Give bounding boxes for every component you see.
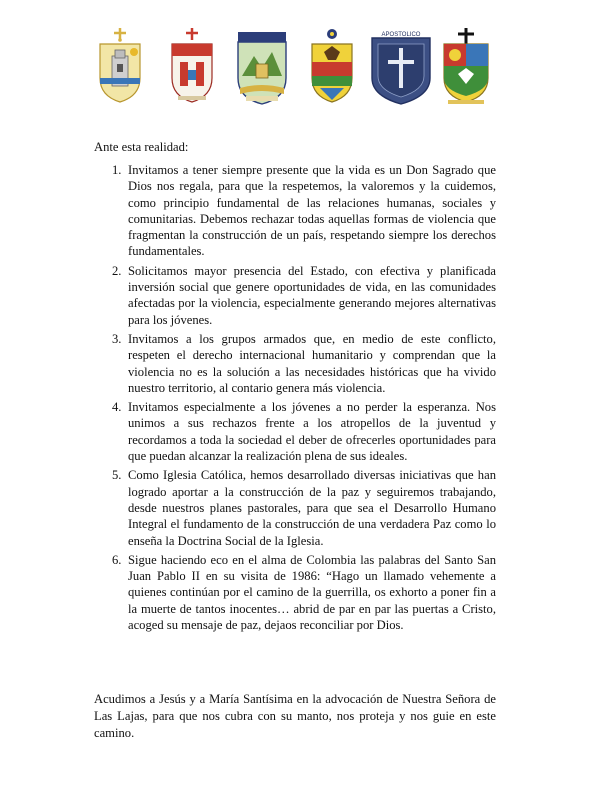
numbered-list [94, 162, 496, 636]
list-text: Solicitamos mayor presencia del Estado, con efectiva y planificada inversión social que genere oportunidades de vida, en las comunidades afectadas por la violencia, especialmente generando mejores alternativas para los jóvenes. [128, 263, 496, 327]
list-text: Invitamos a los grupos armados que, en medio de este conflicto, respeten el derecho internacional humanitario y comprendan que la violencia no es la solución a las necesidades históricas que ha vivido nuestro territorio, al contario genera más violencia. [128, 331, 496, 395]
list-item [94, 399, 496, 464]
list-text: Como Iglesia Católica, hemos desarrollado diversas iniciativas que han logrado aportar a la construcción de la paz y seguiremos trabajando, desde nuestros planes pastorales, para que sea el Desarrollo Humano Integral el fundamento de la construcción de una verdadera Paz como lo enseña la Doctrina Social de la Iglesia. [128, 468, 496, 548]
list-item [94, 162, 496, 260]
intro-text: Ante esta realidad: [94, 140, 189, 154]
list-number: 2. [112, 263, 122, 278]
list-text: Sigue haciendo eco en el alma de Colombia las palabras del Santo San Juan Pablo II en su visita de 1986: “Hago un llamado vehemente a quienes continúan por el camino de la guerrilla, os exhorto a poner fin a la muerte de tantos inocentes… abrid de par en par las puertas a Cristo, acoged su mensaje de paz, dejaos reconciliar por Dios. [128, 552, 496, 633]
list-text: Invitamos especialmente a los jóvenes a no perder la esperanza. Nos unimos a sus rechazos frente a los atropellos de la juventud y recordamos a toda la sociedad el deber de ofrecerles oportunidades para que puedan alcanzar la realización plena de sus ideales. [128, 400, 496, 464]
coat-of-arms-1-icon [94, 26, 146, 106]
coat-of-arms-2-icon [166, 26, 218, 106]
list-item [94, 467, 496, 548]
list-number: 4. [112, 400, 122, 415]
list-number: 6. [112, 552, 122, 567]
list-item [94, 331, 496, 396]
coat-of-arms-5-icon [368, 26, 434, 106]
list-text: Invitamos a tener siempre presente que la vida es un Don Sagrado que Dios nos regala, para que la respetemos, la valoremos y la cuidemos, como principio fundamental de las relaciones humanas, sociales y comunitarias. Debemos rechazar todas aquellas formas de violencia que fragmentan la construcción de un país, respetando siempre los derechos fundamentales. [128, 163, 496, 259]
coat-of-arms-4-icon [306, 26, 358, 106]
list-number: 1. [112, 163, 122, 177]
coats-of-arms-row [92, 26, 528, 108]
list-number: 3. [112, 331, 122, 346]
list-item [94, 552, 496, 633]
coat-of-arms-3-icon [232, 26, 292, 108]
coat-of-arms-6-icon [436, 26, 496, 108]
list-item [94, 263, 496, 328]
list-number: 5. [112, 468, 122, 483]
svg-text:APOSTOLICO: APOSTOLICO [381, 32, 421, 38]
closing-paragraph: Acudimos a Jesús y a María Santísima en la advocación de Nuestra Señora de Las Lajas, para que nos cubra con su manto, nos proteja y nos guie en este camino. [94, 692, 496, 740]
